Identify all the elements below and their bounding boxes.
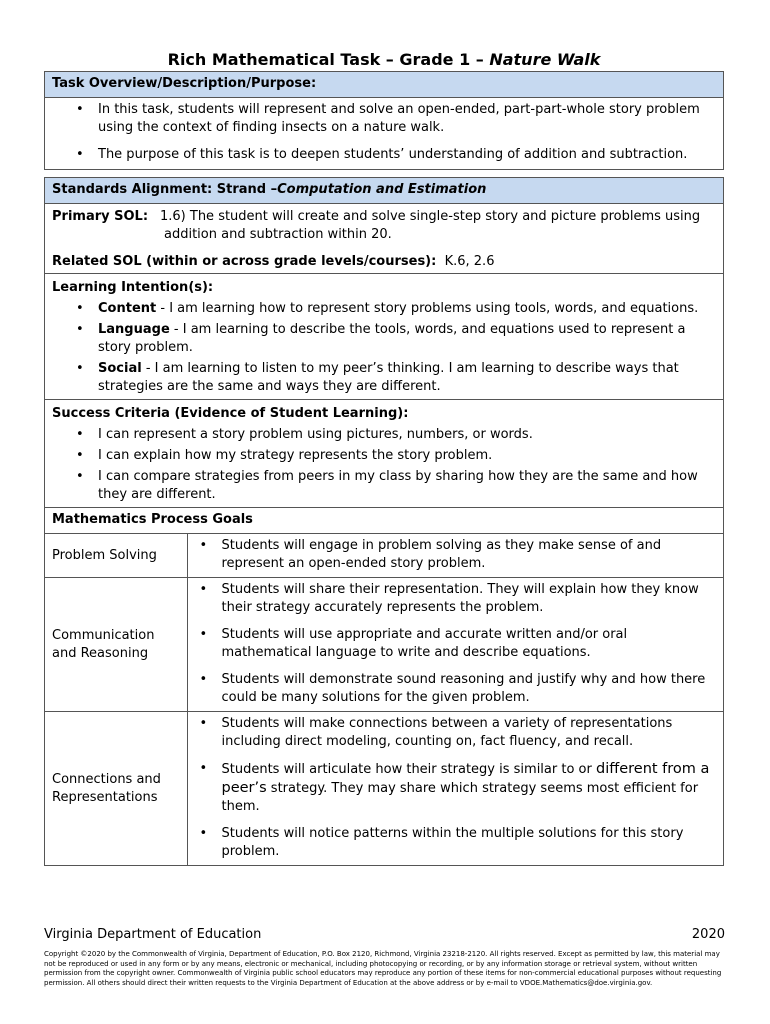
- goal-row: [45, 534, 723, 578]
- goal-item-text-tail: strategy. They may share which strategy seems most efficient for them.: [221, 781, 699, 814]
- related-sol-text: K.6, 2.6: [444, 254, 495, 269]
- footer-year: 2020: [691, 927, 725, 942]
- goal-name: Communication and Reasoning: [45, 578, 187, 712]
- goal-body: [187, 534, 723, 578]
- sol-section: [45, 204, 723, 274]
- goal-item: • Students will share their representation. They will explain how they know their strategy accurately represents the problem.: [222, 581, 714, 617]
- document-page: [44, 50, 724, 866]
- goal-item: • Students will notice patterns within the multiple solutions for this story problem.: [222, 825, 714, 861]
- overview-item: • In this task, students will represent and solve an open-ended, part-part-whole story problem using the context of finding insects on a nature walk.: [98, 101, 713, 137]
- learning-intention-text: - I am learning to listen to my peer’s thinking. I am learning to describe ways that strategies are the same and ways they are different.: [98, 361, 679, 394]
- goal-list: [188, 537, 714, 573]
- success-criteria-title: Success Criteria (Evidence of Student Learning):: [52, 406, 409, 421]
- goal-body: [187, 578, 723, 712]
- goal-row: [45, 712, 723, 866]
- success-criteria-list: [52, 426, 716, 504]
- page-title: [44, 50, 724, 71]
- goal-name: Connections and Representations: [45, 712, 187, 866]
- learning-intentions-list: [52, 300, 716, 396]
- goal-item: [222, 760, 714, 816]
- footer: [44, 926, 725, 944]
- primary-sol-label: Primary SOL:: [52, 209, 149, 224]
- overview-list: [45, 98, 723, 169]
- primary-sol-text: 1.6) The student will create and solve single-step story and picture problems using addition and subtraction within 20.: [160, 209, 701, 242]
- standards-header-label: Standards Alignment: Strand –: [52, 182, 278, 197]
- standards-header: [45, 178, 723, 204]
- learning-intention-label: Content: [98, 301, 157, 316]
- primary-sol: [45, 204, 723, 248]
- goal-item-text: Students will articulate how their strategy is similar to or: [221, 762, 596, 777]
- goal-item: • Students will engage in problem solving as they make sense of and represent an open-ended story problem.: [222, 537, 714, 573]
- process-goals-title: Mathematics Process Goals: [52, 512, 253, 527]
- success-criteria-item: • I can represent a story problem using pictures, numbers, or words.: [98, 426, 716, 444]
- overview-item: • The purpose of this task is to deepen students’ understanding of addition and subtraction.: [98, 146, 713, 164]
- goal-list: [188, 581, 714, 707]
- learning-intention-label: Language: [98, 322, 170, 337]
- success-criteria-item: • I can compare strategies from peers in my class by sharing how they are the same and how they are different.: [98, 468, 716, 504]
- learning-intentions-title: Learning Intention(s):: [52, 280, 214, 295]
- learning-intention-label: Social: [98, 361, 142, 376]
- goal-row: [45, 578, 723, 712]
- learning-intention-text: - I am learning to describe the tools, words, and equations used to represent a story problem.: [98, 322, 686, 355]
- success-criteria-section: [45, 400, 723, 508]
- learning-intention-item: [98, 300, 716, 318]
- goal-item-emphasis: different from a peer’s: [221, 761, 710, 796]
- goal-name: Problem Solving: [45, 534, 187, 578]
- footer-department: Virginia Department of Education: [44, 927, 262, 942]
- related-sol-label: Related SOL (within or across grade levels/courses):: [52, 254, 437, 269]
- learning-intentions-section: [45, 274, 723, 400]
- standards-strand-name: Computation and Estimation: [277, 182, 487, 197]
- title-text: Rich Mathematical Task – Grade 1 –: [167, 50, 490, 69]
- related-sol: [45, 248, 723, 273]
- success-criteria-item: • I can explain how my strategy represents the story problem.: [98, 447, 716, 465]
- overview-box: [44, 71, 724, 170]
- learning-intention-text: - I am learning how to represent story problems using tools, words, and equations.: [156, 301, 699, 316]
- process-goals-section: [45, 508, 723, 865]
- goal-list: [188, 715, 714, 861]
- copyright-notice: Copyright ©2020 by the Commonwealth of Virginia, Department of Education, P.O. Box 2120, Richmond, Virginia 23218-2120. All rights reserved. Except as permitted by law, this material may not be reproduced or used in any form or by any means, electronic or mechanical, including photocopying or recording, or by any information storage or retrieval system, without written permission from the copyright owner. Commonwealth of Virginia public school educators may reproduce any portion of these items for non-commercial educational purposes without requesting permission. All others should direct their written requests to the Virginia Department of Education at the above address or by e-mail to VDOE.Mathematics@doe.virginia.gov.: [44, 950, 722, 987]
- learning-intention-item: [98, 360, 716, 396]
- overview-header: Task Overview/Description/Purpose:: [45, 72, 723, 98]
- goal-item: • Students will use appropriate and accurate written and/or oral mathematical language to write and describe equations.: [222, 626, 714, 662]
- goal-item: • Students will make connections between a variety of representations including direct modeling, counting on, fact fluency, and recall.: [222, 715, 714, 751]
- process-goals-table: [45, 533, 723, 865]
- title-task-name: Nature Walk: [489, 50, 601, 69]
- goal-body: [187, 712, 723, 866]
- standards-box: [44, 177, 724, 866]
- goal-item: • Students will demonstrate sound reasoning and justify why and how there could be many solutions for the given problem.: [222, 671, 714, 707]
- learning-intention-item: [98, 321, 716, 357]
